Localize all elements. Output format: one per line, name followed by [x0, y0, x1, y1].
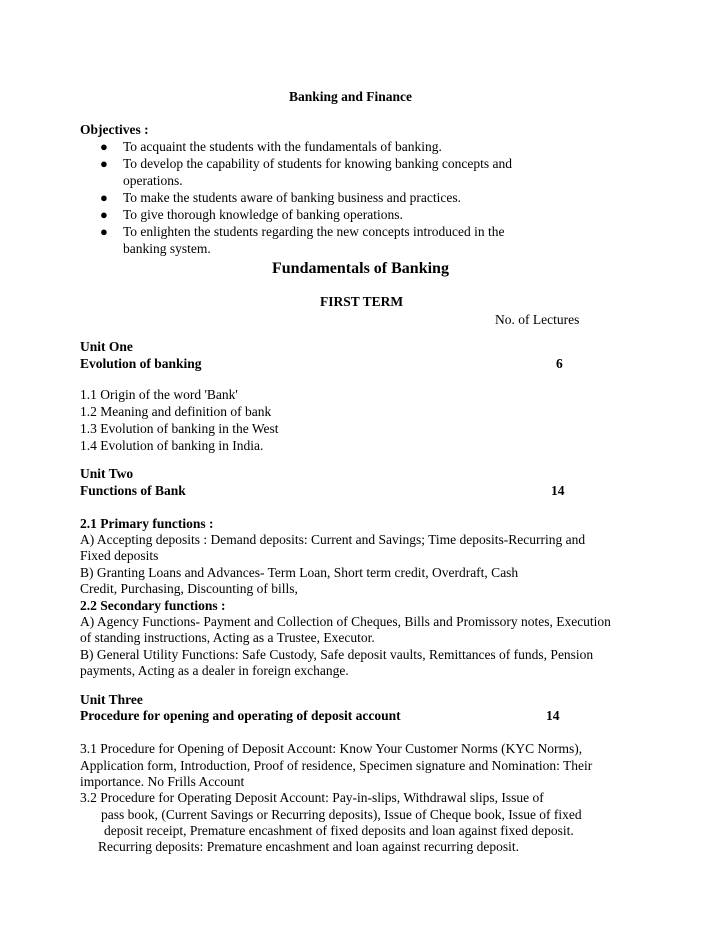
- primary-functions-line: Credit, Purchasing, Discounting of bills,: [80, 581, 298, 596]
- section-subtitle: Fundamentals of Banking: [272, 260, 449, 277]
- list-item-continuation: operations.: [123, 173, 183, 188]
- unit-three-line: 3.1 Procedure for Opening of Deposit Account: Know Your Customer Norms (KYC Norms),: [80, 741, 583, 756]
- list-item: ● To enlighten the students regarding the new concepts introduced in the: [100, 224, 505, 239]
- primary-functions-line: Fixed deposits: [80, 548, 159, 563]
- unit-one-title: Evolution of banking: [80, 356, 202, 371]
- unit-one-label: Unit One: [80, 339, 133, 354]
- list-item-continuation: banking system.: [123, 241, 211, 256]
- objectives-heading: Objectives :: [80, 122, 149, 137]
- bullet-icon: ●: [100, 190, 108, 205]
- secondary-functions-line: B) General Utility Functions: Safe Custody, Safe deposit vaults, Remittances of funds, Pension: [80, 647, 594, 662]
- list-item: ● To make the students aware of banking business and practices.: [100, 190, 461, 205]
- unit-two-lectures: 14: [551, 483, 565, 498]
- unit-three-line: importance. No Frills Account: [80, 774, 245, 789]
- unit-one-lectures: 6: [556, 356, 563, 371]
- objectives-list: [100, 138, 512, 257]
- bullet-icon: ●: [100, 139, 108, 154]
- unit-three-line: deposit receipt, Premature encashment of fixed deposits and loan against fixed deposit.: [104, 823, 574, 838]
- unit-three-line: Recurring deposits: Premature encashment and loan against recurring deposit.: [98, 839, 519, 854]
- list-item: ● To acquaint the students with the fundamentals of banking.: [100, 139, 442, 154]
- list-item: ● To give thorough knowledge of banking operations.: [100, 207, 403, 222]
- list-item: ● To develop the capability of students for knowing banking concepts and: [100, 156, 512, 171]
- unit-one-item: 1.1 Origin of the word 'Bank': [80, 387, 238, 402]
- primary-functions-heading: 2.1 Primary functions :: [80, 516, 214, 531]
- unit-three-title: Procedure for opening and operating of deposit account: [80, 708, 401, 723]
- primary-functions-line: A) Accepting deposits : Demand deposits: Current and Savings; Time deposits-Recurring and: [80, 532, 586, 547]
- bullet-icon: ●: [100, 156, 108, 171]
- primary-functions-line: B) Granting Loans and Advances- Term Loan, Short term credit, Overdraft, Cash: [80, 565, 519, 580]
- unit-three-line: 3.2 Procedure for Operating Deposit Account: Pay-in-slips, Withdrawal slips, Issue of: [80, 790, 544, 805]
- bullet-icon: ●: [100, 224, 108, 239]
- secondary-functions-line: A) Agency Functions- Payment and Collection of Cheques, Bills and Promissory notes, Execution: [80, 614, 611, 629]
- unit-two-label: Unit Two: [80, 466, 134, 481]
- unit-one-item: 1.3 Evolution of banking in the West: [80, 421, 279, 436]
- lectures-column-header: No. of Lectures: [495, 312, 580, 327]
- document-title: Banking and Finance: [289, 89, 413, 104]
- term-heading: FIRST TERM: [320, 294, 404, 309]
- secondary-functions-heading: 2.2 Secondary functions :: [80, 598, 226, 613]
- unit-one-item: 1.4 Evolution of banking in India.: [80, 438, 264, 453]
- unit-three-line: Application form, Introduction, Proof of residence, Specimen signature and Nomination: Their: [80, 758, 593, 773]
- unit-one-item: 1.2 Meaning and definition of bank: [80, 404, 272, 419]
- unit-two-title: Functions of Bank: [80, 483, 186, 498]
- secondary-functions-line: payments, Acting as a dealer in foreign exchange.: [80, 663, 349, 678]
- unit-three-label: Unit Three: [80, 692, 143, 707]
- bullet-icon: ●: [100, 207, 108, 222]
- unit-three-line: pass book, (Current Savings or Recurring deposits), Issue of Cheque book, Issue of fixed: [101, 807, 582, 822]
- secondary-functions-line: of standing instructions, Acting as a Trustee, Executor.: [80, 630, 375, 645]
- unit-three-lectures: 14: [546, 708, 560, 723]
